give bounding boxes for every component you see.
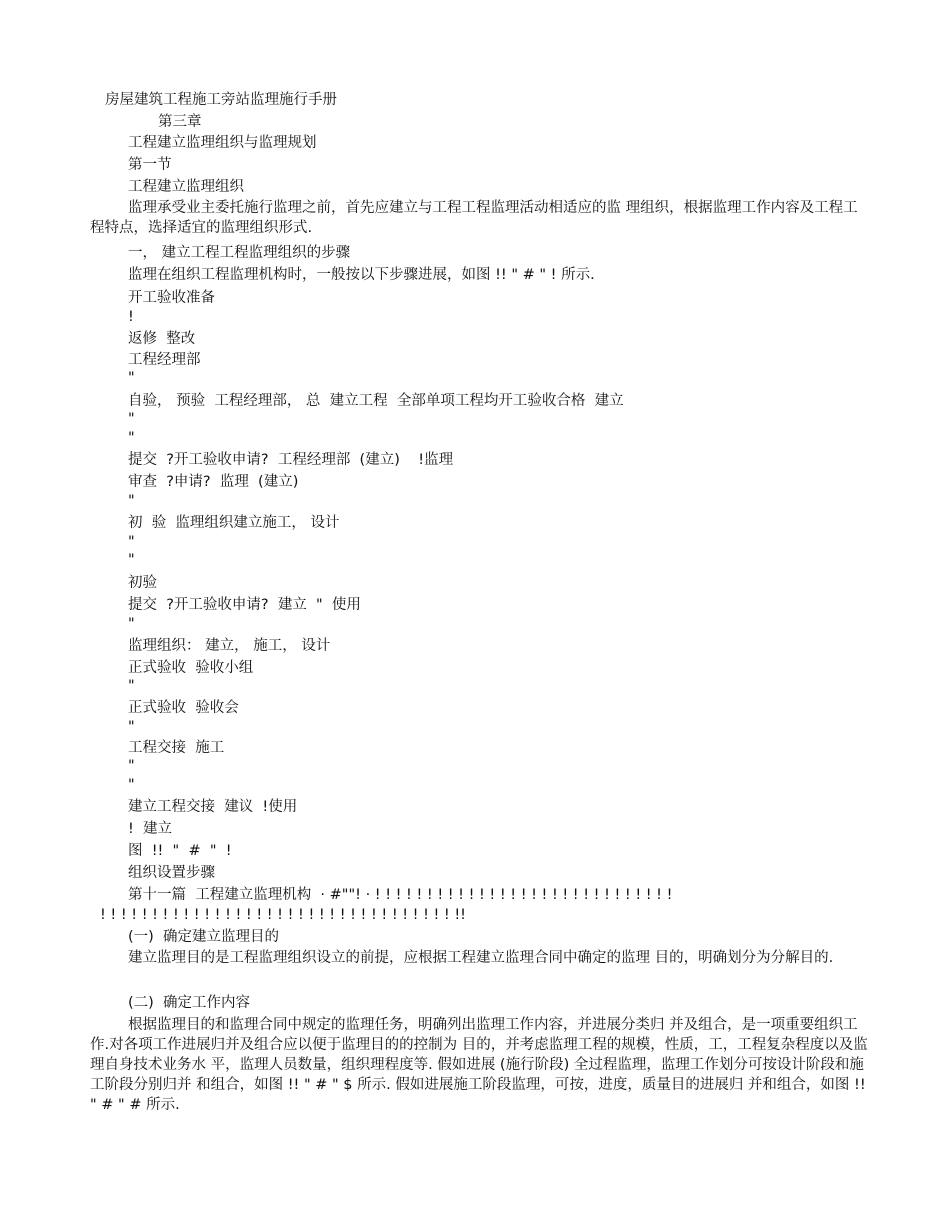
flow-line: " — [128, 370, 135, 386]
flow-line: " — [128, 430, 135, 446]
steps-intro: 监理在组织工程监理机构时，一般按以下步骤进展，如图 !! " # " ! 所示. — [128, 267, 595, 283]
flow-line: 提交 ?开工验收申请? 建立 " 使用 — [128, 597, 361, 613]
flow-line: " — [128, 678, 135, 694]
flow-line: 提交 ?开工验收申请? 工程经理部 (建立) !监理 — [128, 452, 454, 468]
flow-line: 开工验收准备 — [128, 290, 215, 306]
flow-line: 正式验收 验收小组 — [128, 660, 254, 676]
toc-line: 第十一篇 工程建立监理机构 · #""! · ! ! ! ! ! ! ! ! ! ! ! ! ! ! ! ! ! ! ! ! ! ! ! ! ! ! ! ! ! — [128, 887, 673, 903]
flow-line: 监理组织： 建立， 施工， 设计 — [128, 638, 331, 654]
flow-line: 返修 整改 — [128, 331, 196, 347]
chapter-number: 第三章 — [158, 114, 202, 130]
subheading-work-content: (二) 确定工作内容 — [128, 995, 251, 1011]
flow-line: " — [128, 534, 135, 550]
work-content-paragraph: 根据监理目的和监理合同中规定的监理任务，明确列出监理工作内容，并进展分类归 并及组合，是一项重要组织工作.对各项工作进展归并及组合应以便于监理目的的控制为 目的，并考虑监理工程的规模，性质，工，工程复杂程度以及监理自身技术业务水 平，监理人员数量，组织理程度等. 假如进展 (施行阶段) 全过程监理，监理工作划分可按设计阶段和施工阶段分别归并 和组合，如图 !! " # " $ 所示. 假如进展施工阶段监理，可按，进度，质量目的进展归 并和组合，如图 !! " # " # 所示. — [90, 1017, 868, 1113]
flow-line: 工程交接 施工 — [128, 740, 225, 756]
heading-steps: 一， 建立工程工程监理组织的步骤 — [128, 245, 351, 261]
flow-line: " — [128, 719, 135, 735]
flow-line: " — [128, 616, 135, 632]
flow-line: 建立工程交接 建议 !使用 — [128, 799, 298, 815]
flow-line: 初验 — [128, 575, 157, 591]
subheading-objectives: (一) 确定建立监理目的 — [128, 929, 280, 945]
flow-line: " — [128, 493, 135, 509]
chapter-title: 工程建立监理组织与监理规划 — [128, 135, 317, 151]
flow-line: 自验， 预验 工程经理部， 总 建立工程 全部单项工程均开工验收合格 建立 — [128, 393, 624, 409]
flow-line: " — [128, 758, 135, 774]
intro-paragraph: 监理承受业主委托施行监理之前，首先应建立与工程工程监理活动相适应的监 理组织，根据监理工作内容及工程工程特点，选择适宜的监理组织形式. — [90, 200, 858, 236]
flow-line: " — [128, 411, 135, 427]
flow-line: 审查 ?申请? 监理 (建立) — [128, 474, 299, 490]
section-number: 第一节 — [128, 157, 172, 173]
flow-line: 正式验收 验收会 — [128, 700, 239, 716]
toc-line-continued: ! ! ! ! ! ! ! ! ! ! ! ! ! ! ! ! ! ! ! ! ! ! ! ! ! ! ! ! ! ! ! ! ! ! !! — [100, 907, 466, 923]
flow-line: " — [128, 777, 135, 793]
document-title: 房屋建筑工程施工旁站监理施行手册 — [105, 92, 337, 108]
flow-line: ! 建立 — [128, 821, 173, 837]
intro-paragraph-block — [90, 198, 870, 238]
flow-line: ! — [128, 309, 134, 325]
figure-caption-number: 图 !! " # " ! — [128, 843, 232, 859]
objectives-paragraph: 建立监理目的是工程监理组织设立的前提，应根据工程建立监理合同中确定的监理 目的，明确划分为分解目的. — [128, 950, 834, 966]
work-content-paragraph-block — [90, 1015, 870, 1115]
flow-line: 初 验 监理组织建立施工， 设计 — [128, 515, 340, 531]
flow-line: 工程经理部 — [128, 352, 201, 368]
objectives-paragraph-block — [90, 948, 870, 968]
figure-caption-title: 组织设置步骤 — [128, 865, 215, 881]
flow-line: " — [128, 552, 135, 568]
section-title: 工程建立监理组织 — [128, 179, 244, 195]
